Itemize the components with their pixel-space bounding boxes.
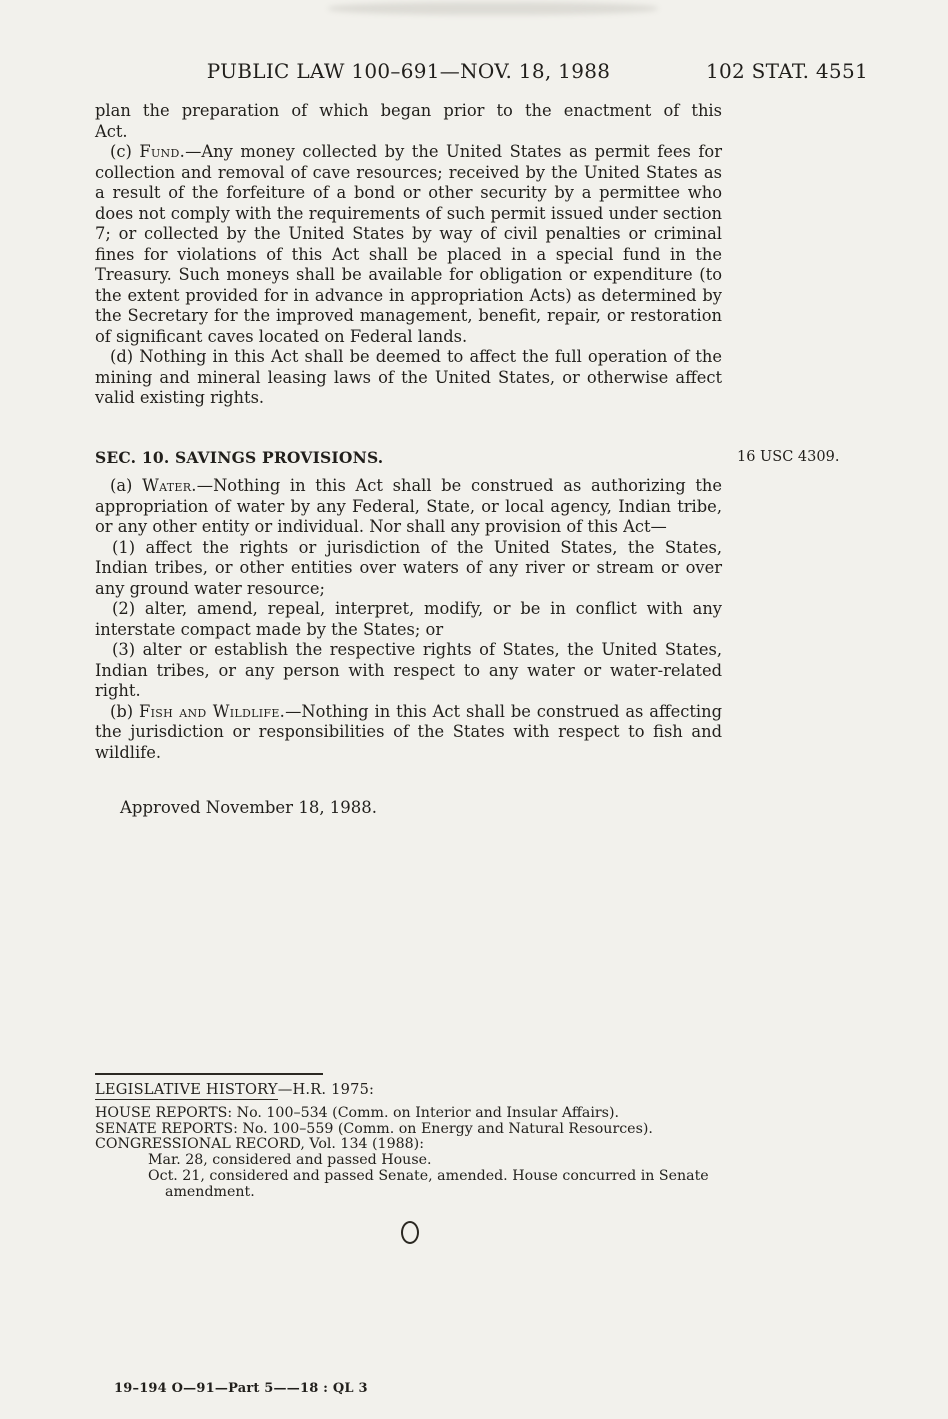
scan-artifact-smudge — [328, 2, 658, 15]
intro-line-1: plan the preparation of which began prior to the enactment of this — [95, 101, 722, 120]
paragraph-b-fish-wildlife — [95, 702, 722, 764]
paragraph-a-enum: (a) — [110, 476, 143, 495]
clause-2: (2) alter, amend, repeal, interpret, modify, or be in conflict with any interstate compact made by the States; or — [95, 599, 722, 639]
paragraph-c-enum: (c) — [110, 142, 140, 161]
legislative-history-top-rule — [95, 1073, 323, 1075]
paragraph-b-smallcaps-label: Fish and Wildlife. — [139, 701, 286, 721]
house-reports-line: HOUSE REPORTS: No. 100–534 (Comm. on Interior and Insular Affairs). — [95, 1104, 620, 1121]
record-item-house: Mar. 28, considered and passed House. — [148, 1152, 432, 1169]
paragraph-b-text: —Nothing in this Act shall be construed as affecting the jurisdiction or responsibilities of the States with respect to fish and wildlife. — [95, 701, 722, 762]
intro-line-2: Act. — [95, 121, 128, 141]
body-column-upper — [95, 101, 722, 409]
paragraph-a-text: —Nothing in this Act shall be construed as authorizing the appropriation of water by any Federal, State, or local agency, Indian tribe, or any other entity or individual. Nor shall any provision of this Act— — [95, 476, 722, 536]
paragraph-c-fund — [95, 142, 722, 347]
paragraph-intro — [95, 101, 722, 142]
senate-reports-line: SENATE REPORTS: No. 100–559 (Comm. on Energy and Natural Resources). — [95, 1120, 653, 1137]
legislative-history-heading — [95, 1082, 740, 1098]
body-column-lower — [95, 476, 722, 763]
uscode-margin-note: 16 USC 4309. — [737, 449, 840, 465]
paragraph-d: (d) Nothing in this Act shall be deemed to affect the full operation of the mining and mineral leasing laws of the United States, or otherwise affect valid existing rights. — [95, 347, 722, 407]
running-head-law: PUBLIC LAW 100–691—NOV. 18, 1988 — [206, 59, 611, 83]
clause-3: (3) alter or establish the respective rights of States, the United States, Indian tribes, or any person with respect to any water or water-related right. — [95, 640, 722, 700]
clause-1: (1) affect the rights or jurisdiction of the United States, the States, Indian tribes, or other entities over waters of any river or stream or over any ground water resource; — [95, 537, 722, 598]
section-10-heading: SEC. 10. SAVINGS PROVISIONS. — [95, 448, 384, 467]
paragraph-a-water — [95, 476, 722, 538]
paragraph-b-enum: (b) — [110, 701, 140, 721]
running-head-stat-page: 102 STAT. 4551 — [705, 59, 868, 83]
record-item-senate: Oct. 21, considered and passed Senate, amended. House concurred in Senate amendment. — [148, 1167, 709, 1200]
printer-imprint-line: 19–194 O—91—Part 5——18 : QL 3 — [114, 1381, 368, 1396]
legislative-history-block — [95, 1073, 740, 1201]
paragraph-c-smallcaps-label: Fund. — [139, 142, 186, 161]
approval-date-line: Approved November 18, 1988. — [120, 798, 378, 817]
legislative-history-heading-bill: —H.R. 1975: — [277, 1081, 375, 1098]
congressional-record-line: CONGRESSIONAL RECORD, Vol. 134 (1988): — [95, 1136, 424, 1153]
legislative-history-heading-underlined: LEGISLATIVE HISTORY — [95, 1081, 278, 1098]
paragraph-c-text: —Any money collected by the United States as permit fees for collection and removal of cave resources; received by the United States as a result of the forfeiture of a bond or other security by a permittee who does not comply with the requirements of such permit issued under section 7; or collected by the United States by way of civil penalties or criminal fines for violations of this Act shall be placed in a special fund in the Treasury. Such moneys shall be available for obligation or expenditure (to the extent provided for in advance in appropriation Acts) as determined by the Secretary for the improved management, benefit, repair, or restoration of significant caves located on Federal lands. — [95, 142, 723, 346]
paragraph-a-smallcaps-label: Water. — [142, 476, 197, 495]
end-of-law-circle-mark — [401, 1221, 419, 1244]
